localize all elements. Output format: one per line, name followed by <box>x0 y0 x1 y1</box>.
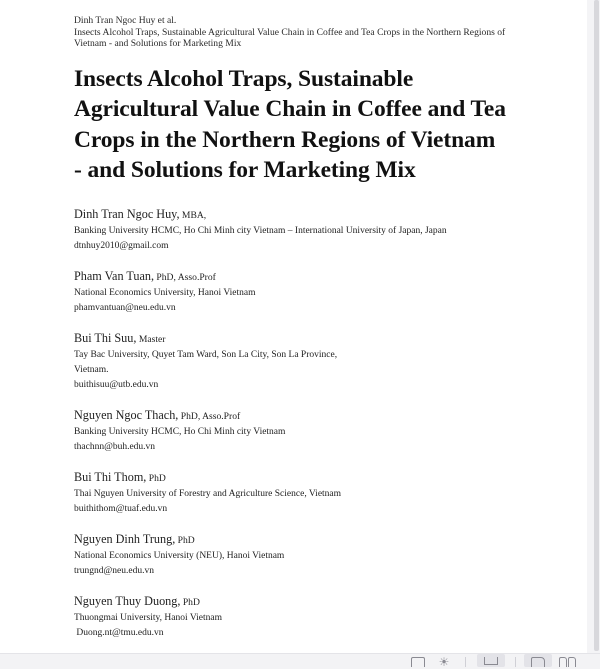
title-line: Insects Alcohol Traps, Sustainable <box>74 65 414 92</box>
author-email: phamvantuan@neu.edu.vn <box>74 302 176 313</box>
author-block <box>74 469 544 517</box>
author-affiliation: National Economics University (NEU), Hanoi Vietnam <box>74 550 285 561</box>
author-block <box>74 268 544 316</box>
author-name: Bui Thi Thom, <box>74 469 147 484</box>
author-degree: MBA, <box>179 209 207 221</box>
author-degree: PhD <box>146 472 166 484</box>
comment-icon[interactable] <box>411 657 425 667</box>
author-degree: Master <box>136 333 166 345</box>
author-affiliation: National Economics University, Hanoi Vietnam <box>74 287 256 298</box>
author-block <box>74 531 544 579</box>
two-page-icon-right[interactable] <box>568 657 576 667</box>
author-name: Bui Thi Suu, <box>74 330 137 345</box>
toolbar-divider <box>515 657 516 667</box>
author-name: Pham Van Tuan, <box>74 268 155 283</box>
author-degree: PhD <box>175 534 195 546</box>
single-page-icon[interactable] <box>531 657 545 667</box>
author-affiliation-cont: Vietnam. <box>74 364 109 375</box>
author-email: Duong.nt@tmu.edu.vn <box>74 627 164 638</box>
author-name: Nguyen Dinh Trung, <box>74 531 176 546</box>
title-line: Agricultural Value Chain in Coffee and Tea <box>74 96 506 122</box>
running-head-authors: Dinh Tran Ngoc Huy et al. <box>74 15 177 26</box>
title-line: - and Solutions for Marketing Mix <box>74 157 416 183</box>
author-affiliation: Thai Nguyen University of Forestry and Agriculture Science, Vietnam <box>74 488 342 499</box>
page-content <box>74 15 544 641</box>
author-email: buithithom@tuaf.edu.vn <box>74 503 168 514</box>
bottom-toolbar <box>0 653 600 668</box>
author-degree: PhD <box>180 596 200 608</box>
author-degree: PhD, Asso.Prof <box>154 271 216 283</box>
running-head-title-2: Vietnam - and Solutions for Marketing Mix <box>74 38 242 49</box>
author-email: buithisuu@utb.edu.vn <box>74 379 159 390</box>
author-list <box>74 206 544 641</box>
author-name: Nguyen Thuy Duong, <box>74 593 181 608</box>
title-line: Crops in the Northern Regions of Vietnam <box>74 126 496 153</box>
author-block <box>74 593 544 641</box>
author-block <box>74 206 544 254</box>
brightness-icon[interactable]: ☀ <box>438 655 450 669</box>
two-page-icon[interactable] <box>559 657 567 667</box>
scroll-mode-icon[interactable] <box>484 657 498 665</box>
running-head-title-1: Insects Alcohol Traps, Sustainable Agricultural Value Chain in Coffee and Tea Crops in the Northern Regions of <box>74 26 506 38</box>
author-affiliation: Banking University HCMC, Ho Chi Minh city Vietnam <box>74 426 286 437</box>
author-affiliation: Tay Bac University, Quyet Tam Ward, Son La City, Son La Province, <box>74 349 338 360</box>
author-name: Nguyen Ngoc Thach, <box>74 407 179 422</box>
author-degree: PhD, Asso.Prof <box>178 410 241 422</box>
paper-title <box>74 64 544 186</box>
author-affiliation: Banking University HCMC, Ho Chi Minh city Vietnam – International University of Japan, Japan <box>74 225 447 236</box>
scrollbar-thumb[interactable] <box>594 0 599 651</box>
author-affiliation: Thuongmai University, Hanoi Vietnam <box>74 612 222 623</box>
running-head <box>74 15 544 50</box>
author-email: dtnhuy2010@gmail.com <box>74 240 169 251</box>
author-block <box>74 330 544 393</box>
author-email: thachnn@buh.edu.vn <box>74 441 156 452</box>
toolbar-divider <box>465 657 466 667</box>
author-name: Dinh Tran Ngoc Huy, <box>74 206 180 221</box>
author-block <box>74 407 544 455</box>
author-email: trungnd@neu.edu.vn <box>74 565 154 576</box>
